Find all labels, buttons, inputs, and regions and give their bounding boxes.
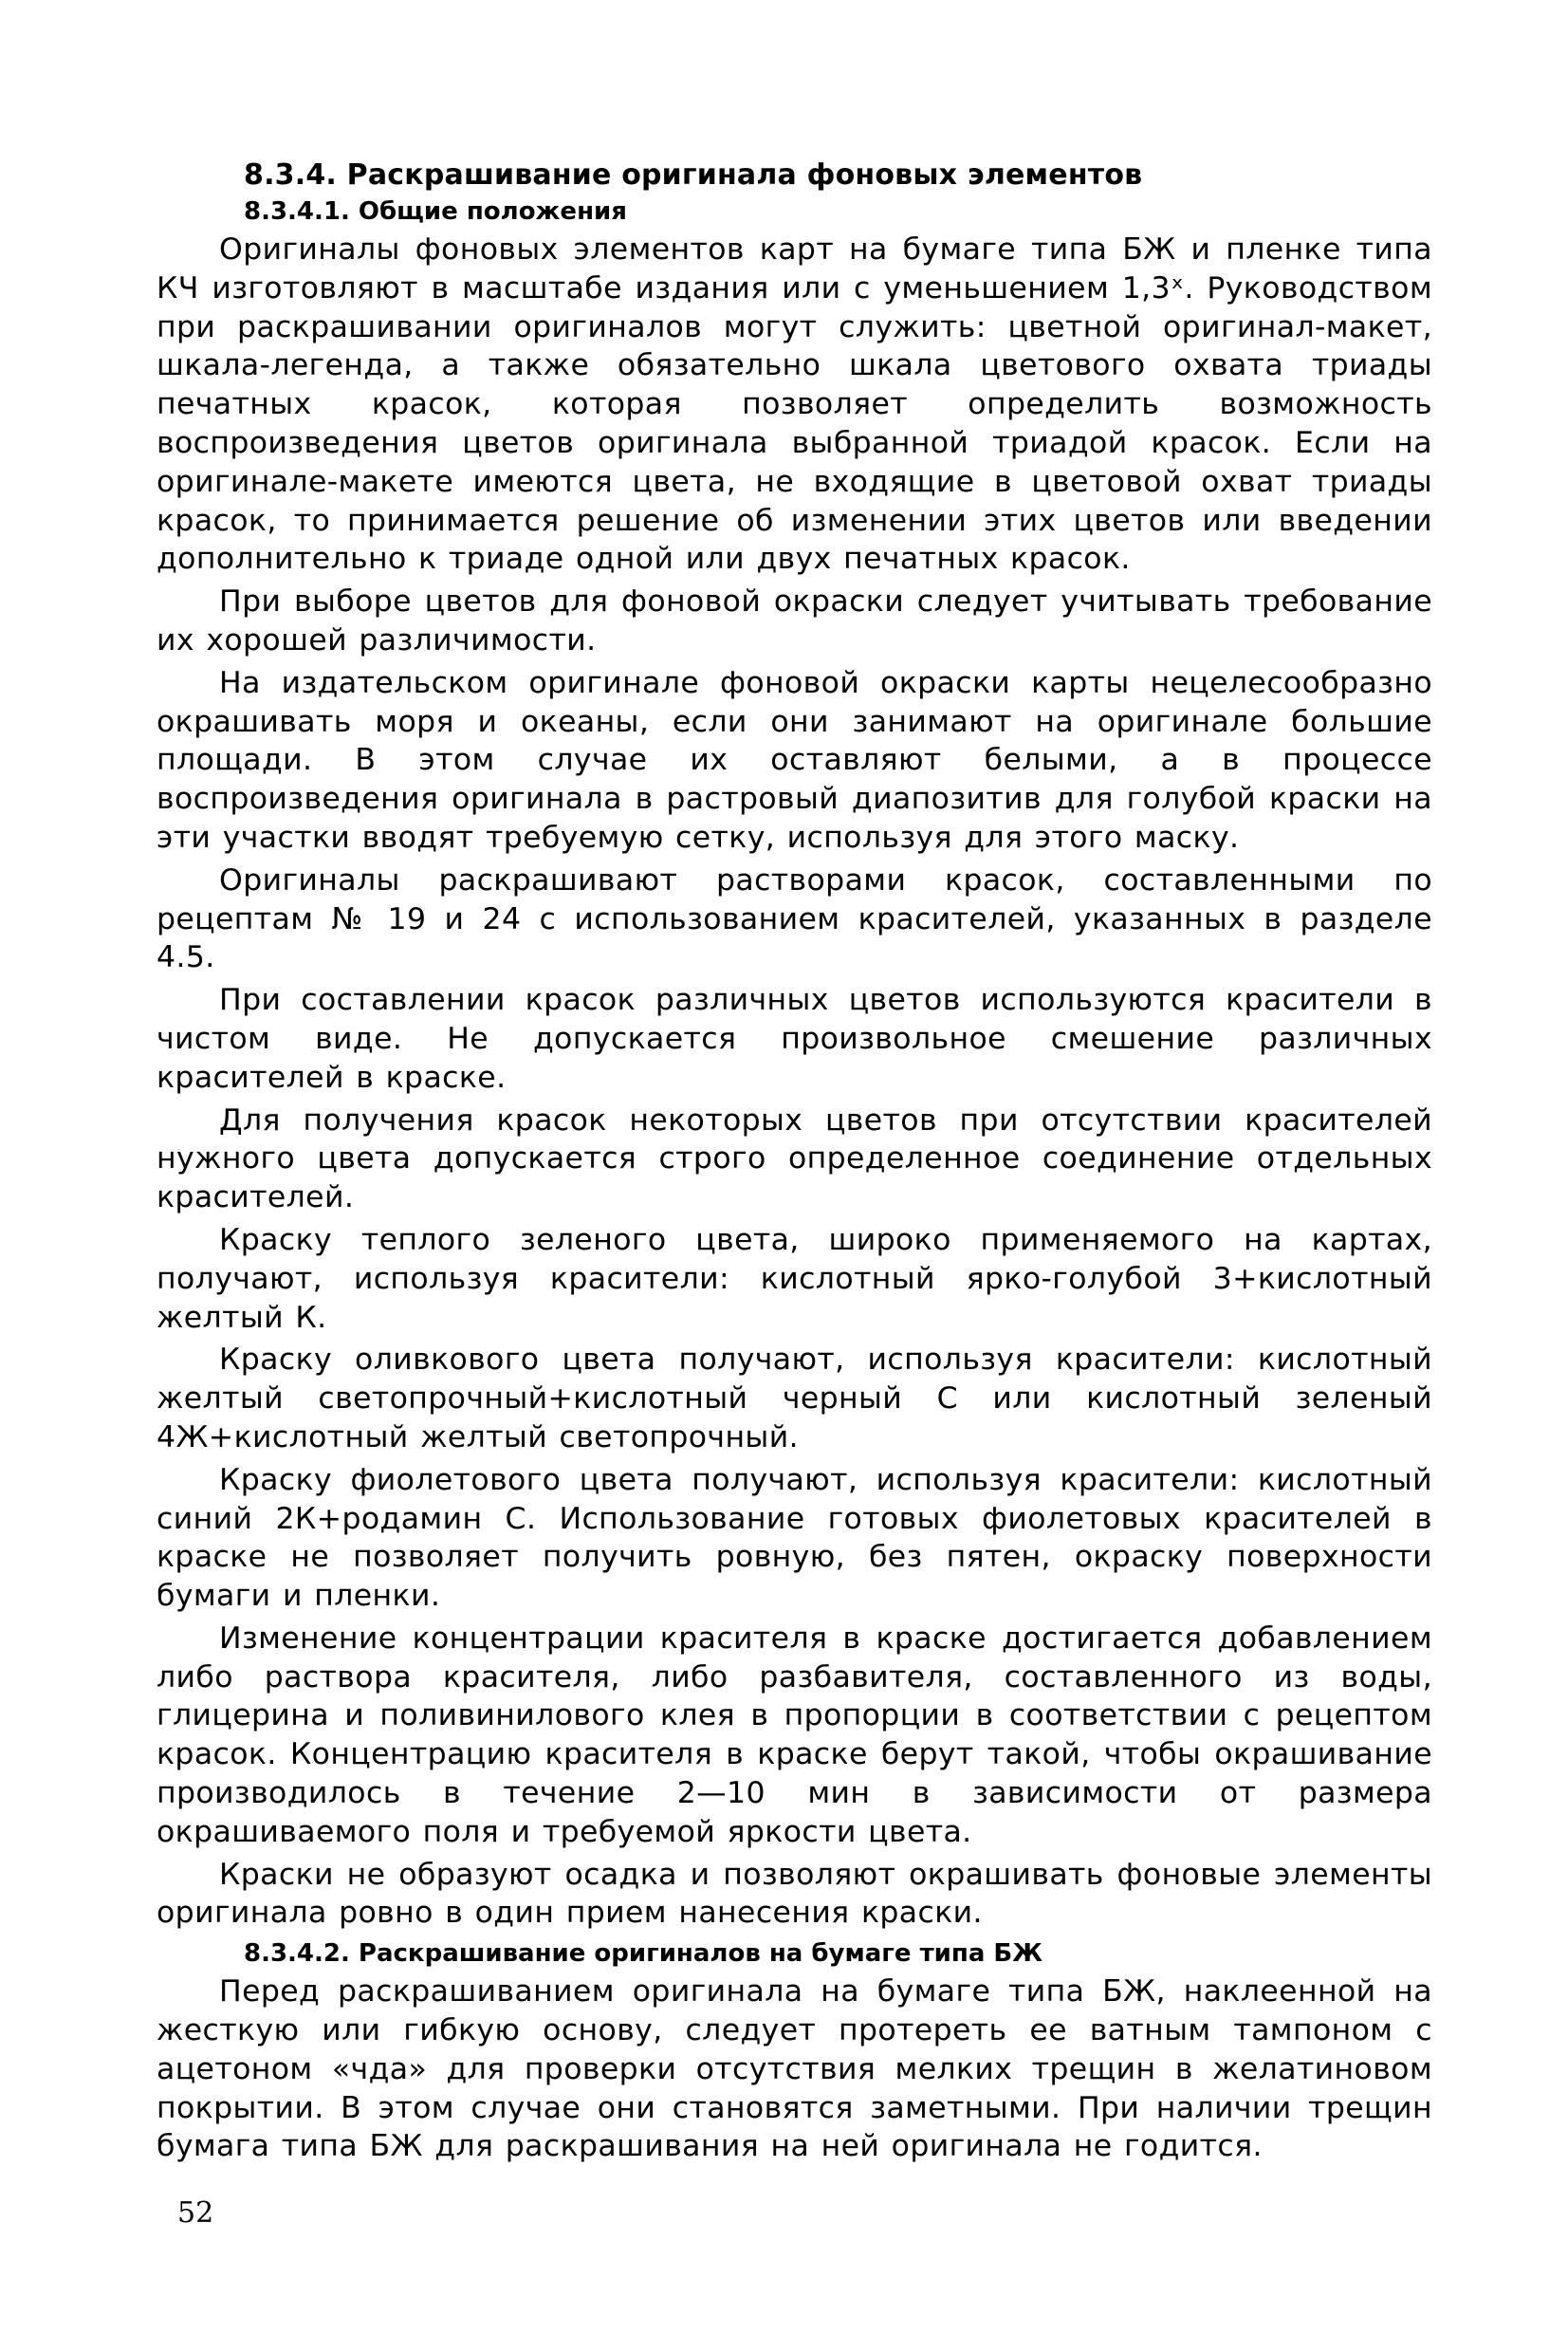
paragraph-color-choice: При выборе цветов для фоновой окраски следует учитывать требование их хорошей различимости. xyxy=(157,584,1432,657)
section-title: 8.3.4. Раскрашивание оригинала фоновых элементов xyxy=(244,158,1143,192)
subsection-title-general: 8.3.4.1. Общие положения xyxy=(244,197,627,226)
paragraph-acetone-check: Перед раскрашиванием оригинала на бумаге типа БЖ, наклеенной на жесткую или гибкую основу, следует протереть ее ватным тампоном с ацетоном «чда» для проверки отсутствия мелких трещин в желатиновом покрытии. В этом случае они становятся заметными. При наличии трещин бумага типа БЖ для раскрашивания на ней оригинала не годится. xyxy=(157,1974,1432,2164)
paragraph-seas-oceans: На издательском оригинале фоновой окраски карты нецелесообразно окрашивать моря и океаны, если они занимают на оригинале большие площади. В этом случае их оставляют белыми, а в процессе воспроизведения оригинала в растровый диапозитив для голубой краски на эти участки вводят требуемую сетку, используя для этого маску. xyxy=(157,665,1432,855)
paragraph-violet-paint: Краску фиолетового цвета получают, используя красители: кислотный синий 2К+родамин С. Использование готовых фиолетовых красителей в краске не позволяет получить ровную, без пятен, окраску поверхности бумаги и пленки. xyxy=(157,1462,1432,1614)
document-page xyxy=(157,157,1432,2263)
paragraph-olive-paint: Краску оливкового цвета получают, используя красители: кислотный желтый светопрочный+кислотный черный С или кислотный зеленый 4Ж+кислотный желтый светопрочный. xyxy=(157,1343,1432,1454)
subsection-title-paper-bzh: 8.3.4.2. Раскрашивание оригиналов на бумаге типа БЖ xyxy=(244,1939,1043,1969)
paragraph-recipes: Оригиналы раскрашивают растворами красок, составленными по рецептам № 19 и 24 с использованием красителей, указанных в разделе 4.5. xyxy=(157,862,1432,975)
paragraph-originals-scale: Оригиналы фоновых элементов карт на бумаге типа БЖ и пленке типа КЧ изготовляют в масштабе издания или с уменьшением 1,3ˣ. Руководством при раскрашивании оригиналов могут служить: цветной оригинал-макет, шкала-легенда, а также обязательно шкала цветового охвата триады печатных красок, которая позволяет определить возможность воспроизведения цветов оригинала выбранной триадой красок. Если на оригинале-макете имеются цвета, не входящие в цветовой охват триады красок, то принимается решение об изменении этих цветов или введении дополнительно к триаде одной или двух печатных красок. xyxy=(157,232,1432,577)
paragraph-green-paint: Краску теплого зеленого цвета, широко применяемого на картах, получают, используя красители: кислотный ярко-голубой 3+кислотный желтый К. xyxy=(157,1222,1432,1335)
paragraph-concentration: Изменение концентрации красителя в краске достигается добавлением либо раствора красителя, либо разбавителя, составленного из воды, глицерина и поливинилового клея в пропорции в соответствии с рецептом красок. Концентрацию красителя в краске берут такой, чтобы окрашивание производилось в течение 2—10 мин в зависимости от размера окрашиваемого поля и требуемой яркости цвета. xyxy=(157,1620,1432,1849)
paragraph-pure-dyes: При составлении красок различных цветов используются красители в чистом виде. Не допускается произвольное смешение различных красителей в краске. xyxy=(157,983,1432,1095)
paragraph-dye-combination: Для получения красок некоторых цветов при отсутствии красителей нужного цвета допускается строго определенное соединение отдельных красителей. xyxy=(157,1102,1432,1215)
page-number: 52 xyxy=(177,2196,214,2230)
paragraph-no-sediment: Краски не образуют осадка и позволяют окрашивать фоновые элементы оригинала ровно в один прием нанесения краски. xyxy=(157,1857,1432,1931)
